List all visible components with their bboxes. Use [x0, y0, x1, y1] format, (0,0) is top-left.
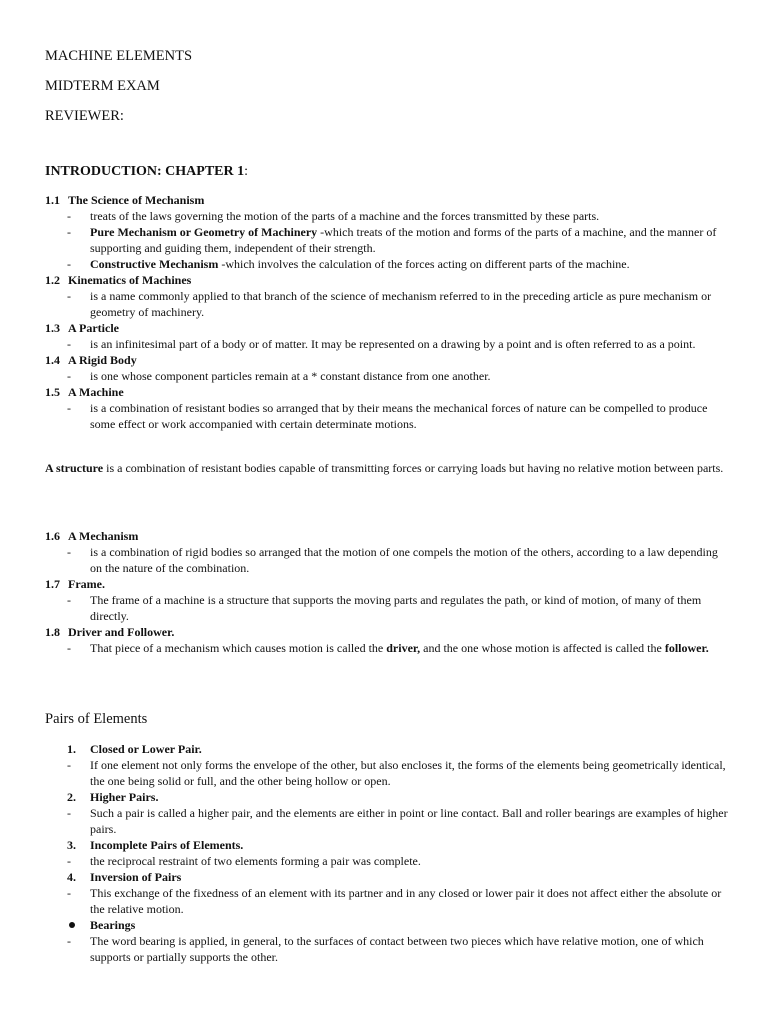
list-item: - The frame of a machine is a structure that supports the moving parts and regulates the path, or kind of motion, of many of them directly. [67, 593, 702, 623]
list-item: - That piece of a mechanism which causes motion is called the driver, and the one whose motion is affected is called the follower. [67, 641, 709, 655]
list-item: - The word bearing is applied, in general, to the surfaces of contact between two pieces which have relative motion, one of which supports or partially supports the other. [67, 934, 704, 964]
pair-heading-4: 4. Inversion of Pairs [67, 870, 182, 884]
pairs-heading: Pairs of Elements [45, 711, 148, 727]
sections-1-6-to-1-8 [45, 528, 728, 656]
section-heading-1-6: 1.6 A Mechanism [45, 529, 139, 543]
list-item: - the reciprocal restraint of two elements forming a pair was complete. [67, 854, 421, 868]
exam-title: MIDTERM EXAM [45, 78, 160, 94]
section-heading-1-1: 1.1 The Science of Mechanism [45, 193, 205, 207]
list-item: - If one element not only forms the envelope of the other, but also encloses it, the forms of the elements being geometrically identical, the one being solid or full, and the other being hollow or open. [67, 758, 726, 788]
pair-heading-3: 3. Incomplete Pairs of Elements. [67, 838, 244, 852]
section-heading-1-3: 1.3 A Particle [45, 321, 119, 335]
list-item: - treats of the laws governing the motion of the parts of a machine and the forces transmitted by these parts. [67, 209, 600, 223]
structure-paragraph: A structure is a combination of resistant bodies capable of transmitting forces or carrying loads but having no relative motion between parts. [45, 461, 724, 475]
pair-heading-bearings: Bearings [45, 917, 728, 933]
section-heading-1-5: 1.5 A Machine [45, 385, 124, 399]
pair-heading-1: 1. Closed or Lower Pair. [67, 742, 202, 756]
sections-1-1-to-1-5 [45, 192, 728, 432]
pairs-list [45, 741, 728, 965]
list-item: - is a combination of resistant bodies so arranged that by their means the mechanical forces of nature can be compelled to produce some effect or work accompanied with certain determinate motions. [67, 401, 708, 431]
section-heading-1-4: 1.4 A Rigid Body [45, 353, 137, 367]
list-item: - is one whose component particles remain at a * constant distance from one another. [67, 369, 491, 383]
list-item: - is an infinitesimal part of a body or of matter. It may be represented on a drawing by a point and is often referred to as a point. [67, 337, 696, 351]
section-heading-1-8: 1.8 Driver and Follower. [45, 625, 175, 639]
pair-heading-2: 2. Higher Pairs. [67, 790, 159, 804]
section-heading-1-2: 1.2 Kinematics of Machines [45, 273, 192, 287]
section-heading-1-7: 1.7 Frame. [45, 577, 105, 591]
list-item: - Such a pair is called a higher pair, and the elements are either in point or line contact. Ball and roller bearings are examples of higher pairs. [67, 806, 728, 836]
list-item: - is a name commonly applied to that branch of the science of mechanism referred to in the preceding article as pure mechanism or geometry of machinery. [67, 289, 712, 319]
course-title: MACHINE ELEMENTS [45, 48, 193, 64]
list-item: - This exchange of the fixedness of an element with its partner and in any closed or lower pair it does not affect either the absolute or the relative motion. [67, 886, 722, 916]
chapter-heading [45, 164, 248, 180]
chapter-colon: : [244, 164, 249, 179]
list-item: - Pure Mechanism or Geometry of Machinery -which treats of the motion and forms of the parts of a machine, and the manner of supporting and guiding them, independent of their strength. [67, 225, 717, 255]
list-item: - Constructive Mechanism -which involves the calculation of the forces acting on different parts of the machine. [67, 257, 630, 271]
chapter-title: INTRODUCTION: CHAPTER 1 [45, 164, 245, 179]
reviewer-title: REVIEWER: [45, 108, 124, 124]
list-item: - is a combination of rigid bodies so arranged that the motion of one compels the motion of the others, according to a law depending on the nature of the combination. [67, 545, 718, 575]
bullet-dot-icon [69, 922, 75, 928]
